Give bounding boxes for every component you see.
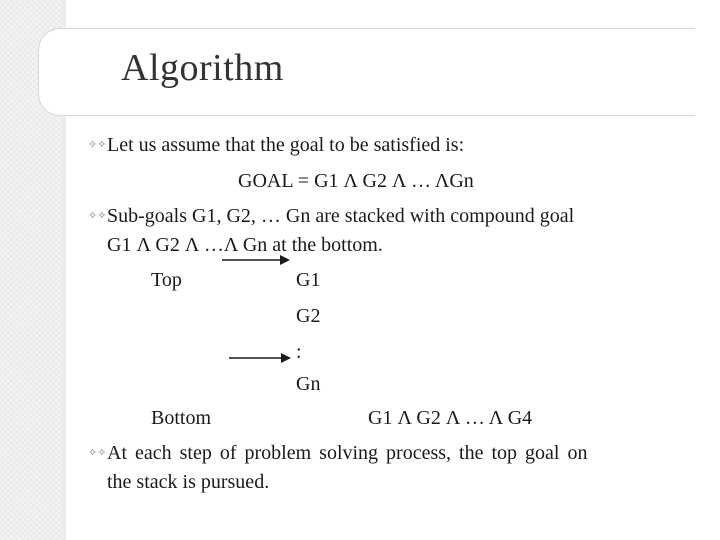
slide-title: Algorithm — [121, 47, 284, 89]
stack-bottom-value: G1 Λ G2 Λ … Λ G4 — [368, 407, 533, 429]
stack-item-g1: G1 — [296, 269, 321, 291]
bullet-3-text-line-1: At each step of problem solving process, the top goal on — [107, 442, 588, 464]
stack-bottom-label: Bottom — [151, 407, 212, 429]
goal-equation: GOAL = G1 Λ G2 Λ … ΛGn — [238, 170, 474, 192]
bullet-icon: ✧✧ — [88, 139, 107, 151]
right-arrow-icon — [222, 254, 292, 266]
stack-item-gn: Gn — [296, 373, 321, 395]
bullet-icon: ✧✧ — [88, 447, 107, 459]
bullet-3-text-line-2: the stack is pursued. — [107, 471, 270, 493]
stack-item-g2: G2 — [296, 305, 321, 327]
stack-item-ellipsis: : — [296, 341, 302, 363]
bullet-2-text-line-1: Sub-goals G1, G2, … Gn are stacked with compound goal — [107, 205, 575, 227]
bullet-2-text-line-2: G1 Λ G2 Λ …Λ Gn at the bottom. — [107, 234, 383, 256]
bullet-icon: ✧✧ — [88, 210, 107, 222]
bullet-1-text: Let us assume that the goal to be satisfied is: — [107, 134, 465, 156]
right-arrow-icon — [229, 352, 293, 364]
stack-top-label: Top — [151, 269, 182, 291]
